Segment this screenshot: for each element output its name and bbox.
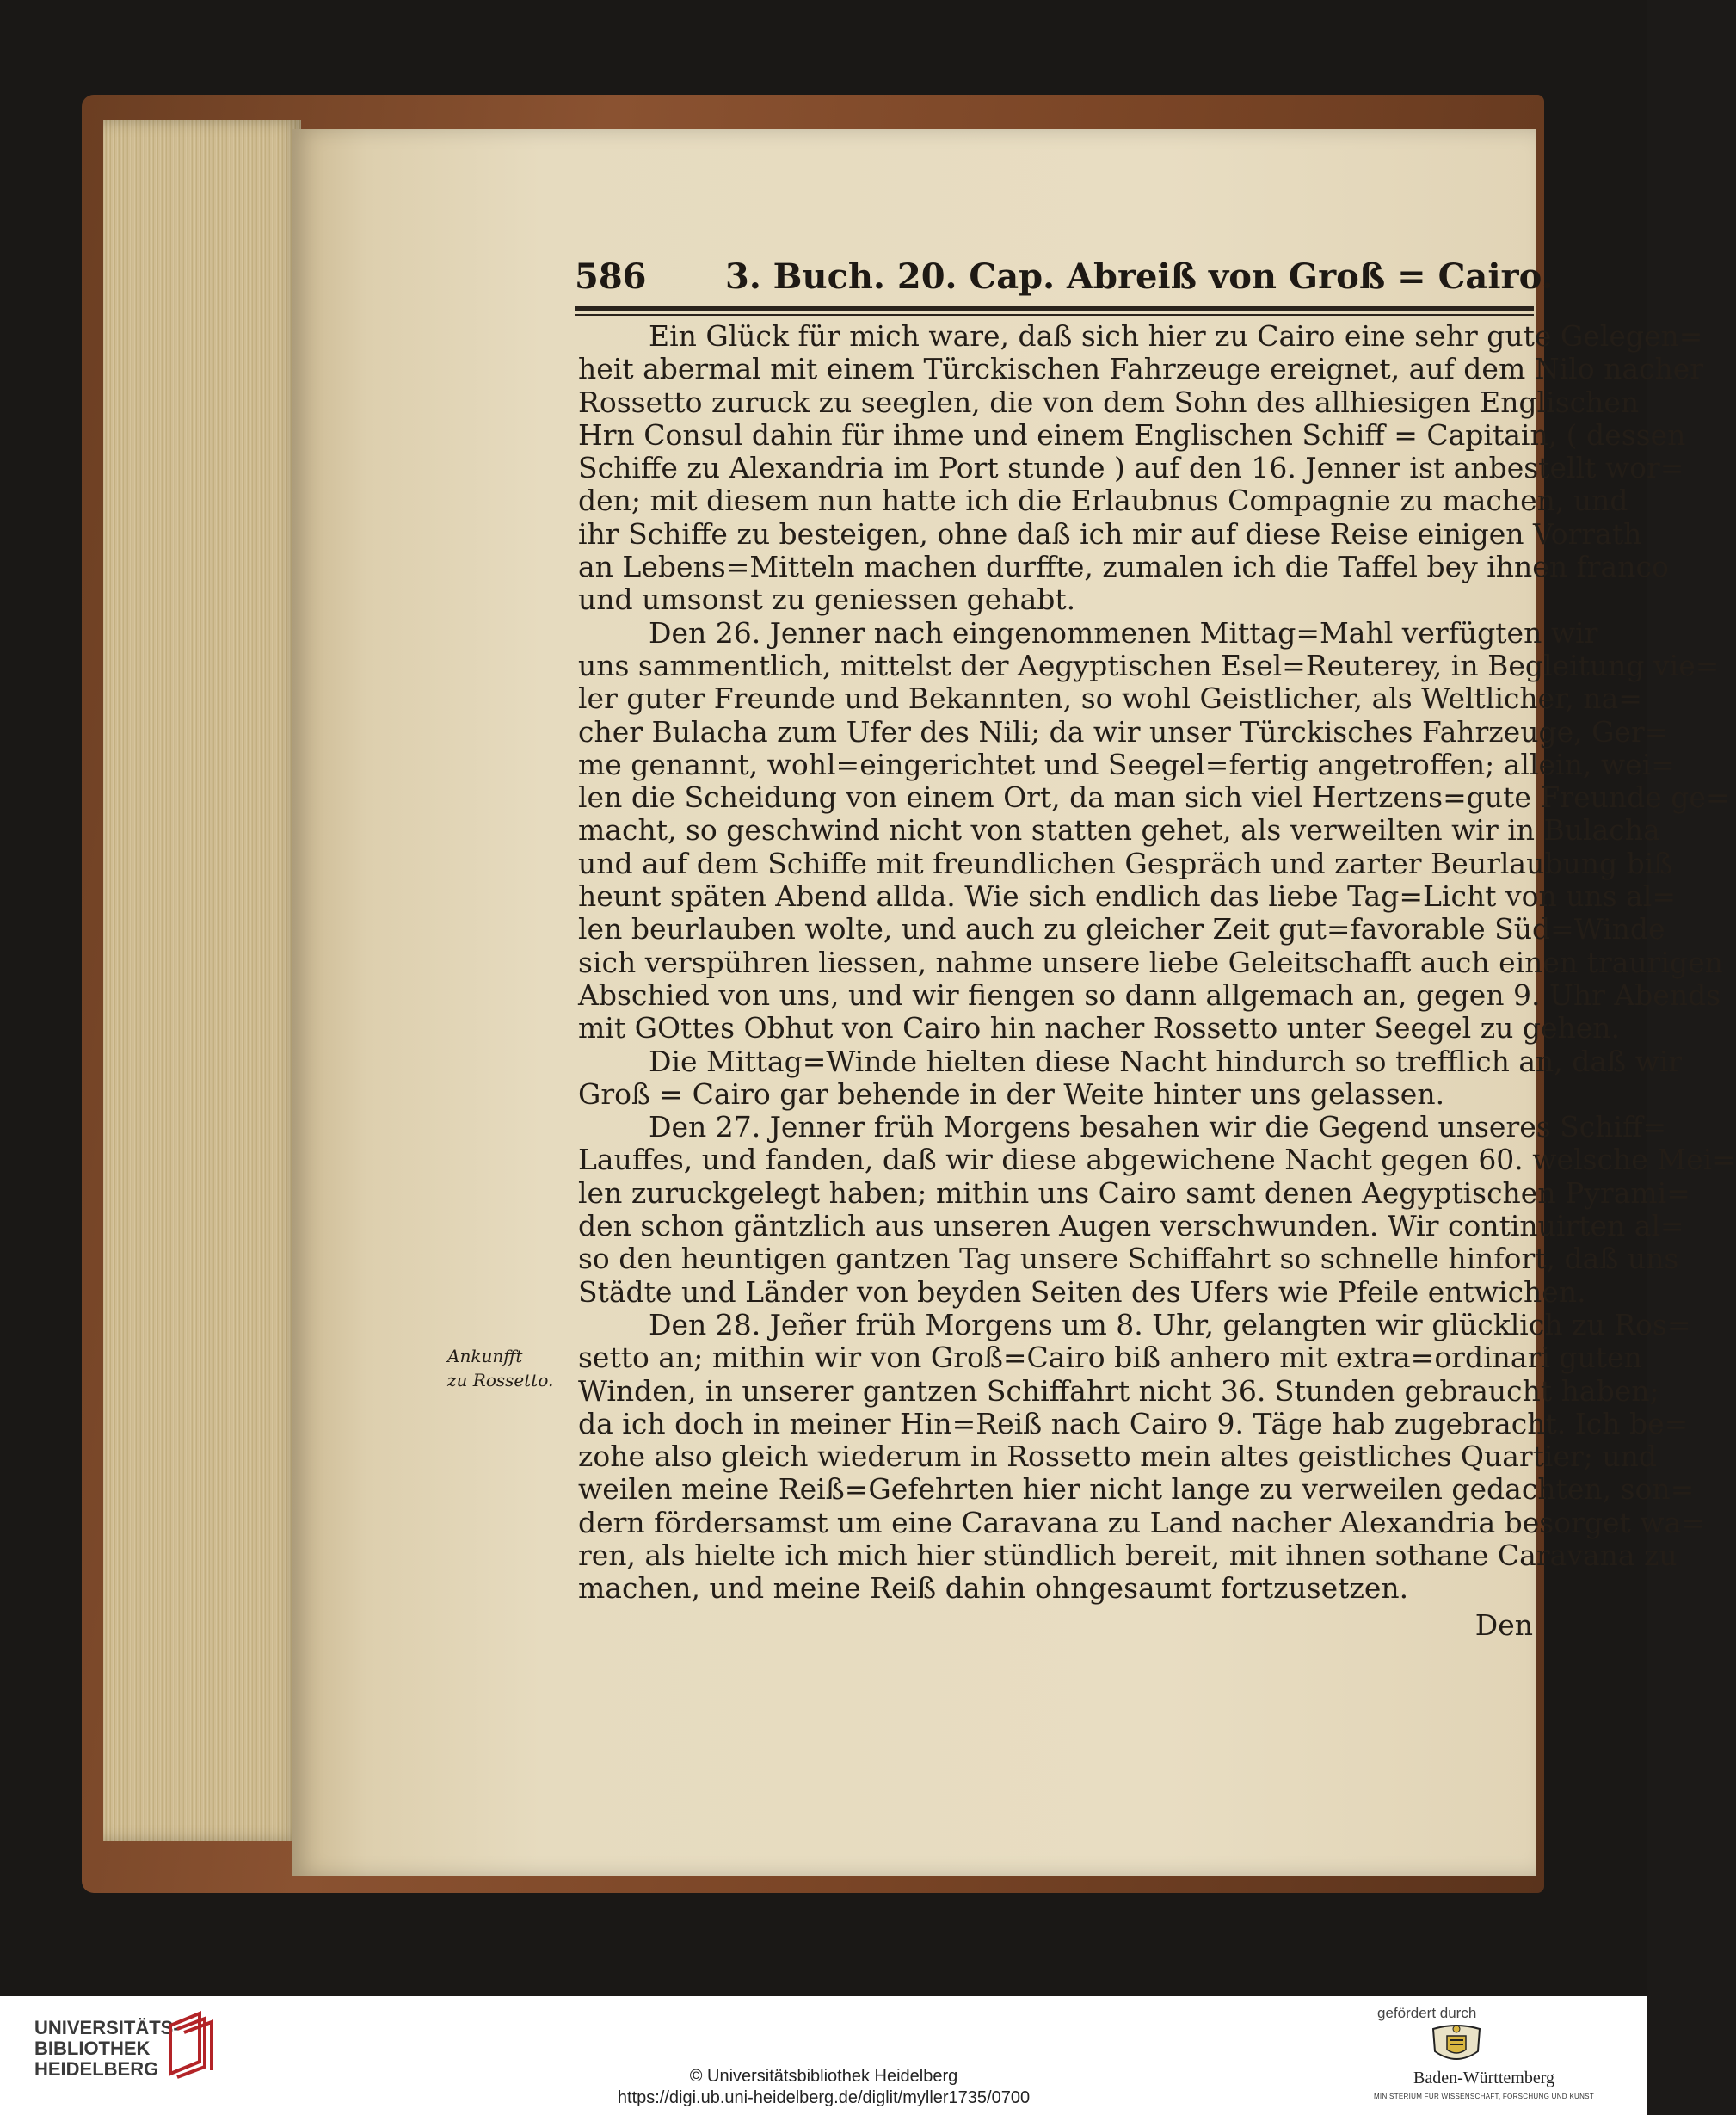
text-line: heunt späten Abend allda. Wie sich endlich das liebe Tag=Licht von uns al=	[578, 879, 1677, 914]
text-line: Schiffe zu Alexandria im Port stunde ) auf den 16. Jenner ist anbestellt wor=	[578, 451, 1684, 485]
text-line: weilen meine Reiß=Gefehrten hier nicht lange zu verweilen gedachten, son=	[578, 1472, 1695, 1507]
text-line: den; mit diesem nun hatte ich die Erlaubnus Compagnie zu machen, und	[578, 484, 1628, 518]
text-line: Ein Glück für mich ware, daß sich hier zu Cairo eine sehr gute Gelegen=	[649, 319, 1703, 353]
text-line: den schon gäntzlich aus unseren Augen verschwunden. Wir continuirten al=	[578, 1209, 1684, 1243]
text-line: ihr Schiffe zu besteigen, ohne daß ich mir auf diese Reise einigen Vorrath	[578, 516, 1642, 551]
text-line: so den heuntigen gantzen Tag unsere Schiffahrt so schnelle hinfort, daß uns	[578, 1242, 1679, 1276]
header-rule-thin	[575, 314, 1534, 316]
text-line: und auf dem Schiffe mit freundlichen Gespräch und zarter Beurlaubung biß	[578, 846, 1673, 880]
text-line: Den 27. Jenner früh Morgens besahen wir die Gegend unseres Schiff=	[649, 1110, 1667, 1144]
text-line: an Lebens=Mitteln machen durffte, zumalen ich die Taffel bey ihnen franco	[578, 550, 1669, 584]
text-line: Den 26. Jenner nach eingenommenen Mittag=Mahl verfügten wir	[649, 615, 1598, 650]
text-line: len zuruckgelegt haben; mithin uns Cairo samt denen Aegyptischen Pyrami=	[578, 1175, 1690, 1210]
text-line: da ich doch in meiner Hin=Reiß nach Cairo 9. Täge hab zugebracht. Ich be=	[578, 1406, 1689, 1440]
copyright-notice: © Universitätsbibliothek Heidelberg	[689, 2067, 958, 2086]
funded-by-label: gefördert durch	[1377, 2005, 1477, 2021]
text-line: cher Bulacha zum Ufer des Nili; da wir unser Türckisches Fahrzeuge, Ger=	[578, 714, 1669, 749]
text-line: ren, als hielte ich mich hier stündlich bereit, mit ihnen sothane Caravana zu	[578, 1538, 1678, 1572]
text-line: Hrn Consul dahin für ihme und einem Englischen Schiff = Capitain, ( dessen	[578, 417, 1686, 452]
text-line: macht, so geschwind nicht von statten gehet, als verweilten wir in Bulacha	[578, 813, 1660, 848]
page-header	[575, 248, 1554, 299]
margin-note-line: Ankunfft	[447, 1346, 523, 1366]
text-line: sich verspühren liessen, nahme unsere liebe Geleitschafft auch einen traurigen	[578, 945, 1723, 979]
page-number: 586	[575, 256, 647, 297]
text-line: Die Mittag=Winde hielten diese Nacht hindurch so trefflich an, daß wir	[649, 1044, 1683, 1078]
funder-ministry: MINISTERIUM FÜR WISSENSCHAFT, FORSCHUNG UND KUNST	[1373, 2093, 1595, 2100]
text-line: len die Scheidung von einem Ort, da man sich viel Hertzens=gute Freunde ge=	[578, 780, 1730, 815]
permalink[interactable]: https://digi.ub.uni-heidelberg.de/diglit/myller1735/0700	[617, 2088, 1031, 2107]
text-line: uns sammentlich, mittelst der Aegyptischen Esel=Reuterey, in Begleitung vie=	[578, 648, 1720, 682]
text-line: machen, und meine Reiß dahin ohngesaumt fortzusetzen.	[578, 1571, 1409, 1606]
page-edges	[103, 120, 301, 1841]
text-line: zohe also gleich wiederum in Rossetto mein altes geistliches Quartier; und	[578, 1440, 1657, 1474]
text-line: Rossetto zuruck zu seeglen, die von dem Sohn des allhiesigen Englischen	[578, 385, 1640, 419]
running-title: 3. Buch. 20. Cap. Abreiß von Groß = Cairo.	[725, 256, 1554, 297]
text-line: Lauffes, und fanden, daß wir diese abgewichene Nacht gegen 60. welsche Mei=	[578, 1143, 1736, 1177]
text-line: heit abermal mit einem Türckischen Fahrzeuge ereignet, auf dem Nilo nacher	[578, 352, 1704, 386]
header-rule	[575, 306, 1534, 311]
text-line: Städte und Länder von beyden Seiten des Ufers wie Pfeile entwichen.	[578, 1274, 1586, 1309]
text-line: mit GOttes Obhut von Cairo hin nacher Rossetto unter Seegel zu gehen.	[578, 1011, 1621, 1045]
library-name-line: BIBLIOTHEK	[34, 2038, 151, 2059]
text-line: setto an; mithin wir von Groß=Cairo biß anhero mit extra=ordinari guten	[578, 1341, 1642, 1375]
library-name-line: HEIDELBERG	[34, 2058, 159, 2080]
text-line: Winden, in unserer gantzen Schiffahrt nicht 36. Stunden gebraucht haben;	[578, 1373, 1659, 1408]
funder-name: Baden-Württemberg	[1413, 2069, 1554, 2087]
text-line: und umsonst zu geniessen gehabt.	[578, 583, 1076, 617]
catchword: Den	[1474, 1607, 1533, 1642]
library-name-line: UNIVERSITÄTS-	[34, 2017, 180, 2038]
text-line: Groß = Cairo gar behende in der Weite hinter uns gelassen.	[578, 1076, 1445, 1111]
text-line: ler guter Freunde und Bekannten, so wohl Geistlicher, als Weltlicher, na=	[578, 681, 1642, 716]
margin-note	[447, 1344, 576, 1392]
text-line: Abschied von uns, und wir fiengen so dann allgemach an, gegen 9. Uhr Abends	[578, 977, 1721, 1012]
text-line: len beurlauben wolte, und auch zu gleicher Zeit gut=favorable Süd=Winde	[578, 912, 1665, 947]
coat-of-arms-icon	[1426, 2022, 1487, 2067]
text-line: me genannt, wohl=eingerichtet und Seegel=fertig angetroffen; allein, wei=	[578, 747, 1675, 781]
margin-note-line: zu Rossetto.	[447, 1370, 554, 1390]
text-line: Den 28. Jeñer früh Morgens um 8. Uhr, gelangten wir glücklich zu Ros=	[649, 1307, 1691, 1341]
body-text	[578, 319, 1736, 1642]
text-line: dern fördersamst um eine Caravana zu Land nacher Alexandria besorget wa=	[578, 1505, 1705, 1539]
